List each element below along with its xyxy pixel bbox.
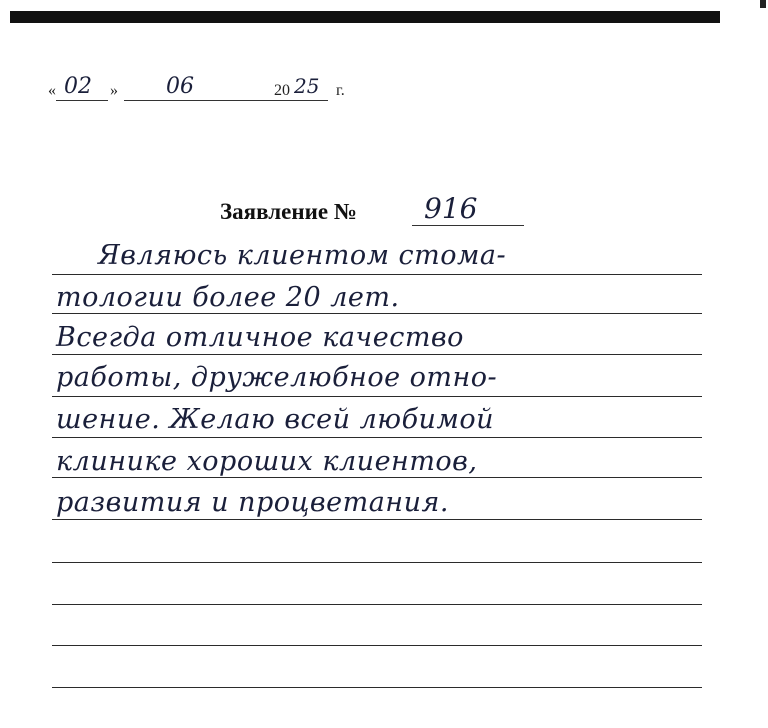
date-year-prefix: 20: [274, 82, 290, 99]
date-year-unit: г.: [336, 82, 345, 99]
body-line-2: тологии более 20 лет.: [56, 282, 400, 313]
date-open-quote: «: [48, 82, 56, 99]
date-month-underline: [124, 100, 320, 101]
body-line-6: клинике хороших клиентов,: [56, 446, 478, 477]
body-line-1: Являюсь клиентом стома-: [98, 240, 507, 271]
ruled-line: [52, 477, 702, 478]
body-line-4: работы, дружелюбное отно-: [56, 362, 498, 393]
ruled-line: [52, 562, 702, 563]
application-number: 916: [424, 192, 478, 225]
date-year-suffix: 25: [294, 74, 320, 98]
ruled-line: [52, 274, 702, 275]
ruled-line: [52, 519, 702, 520]
ruled-line: [52, 396, 702, 397]
ruled-line: [52, 437, 702, 438]
application-number-underline: [412, 225, 524, 226]
ruled-line: [52, 604, 702, 605]
date-year-underline: [294, 100, 328, 101]
date-month: 06: [166, 74, 194, 99]
page-title: Заявление №: [220, 199, 357, 224]
ruled-line: [52, 645, 702, 646]
body-line-5: шение. Желаю всей любимой: [56, 404, 494, 435]
scan-corner-mark: [760, 0, 766, 8]
ruled-line: [52, 313, 702, 314]
ruled-line: [52, 687, 702, 688]
scan-top-border: [10, 11, 720, 23]
date-day-underline: [56, 100, 108, 101]
date-close-quote: »: [110, 82, 118, 99]
date-day: 02: [64, 74, 92, 99]
body-line-7: развития и процветания.: [56, 487, 449, 518]
ruled-line: [52, 354, 702, 355]
body-line-3: Всегда отличное качество: [56, 322, 464, 353]
